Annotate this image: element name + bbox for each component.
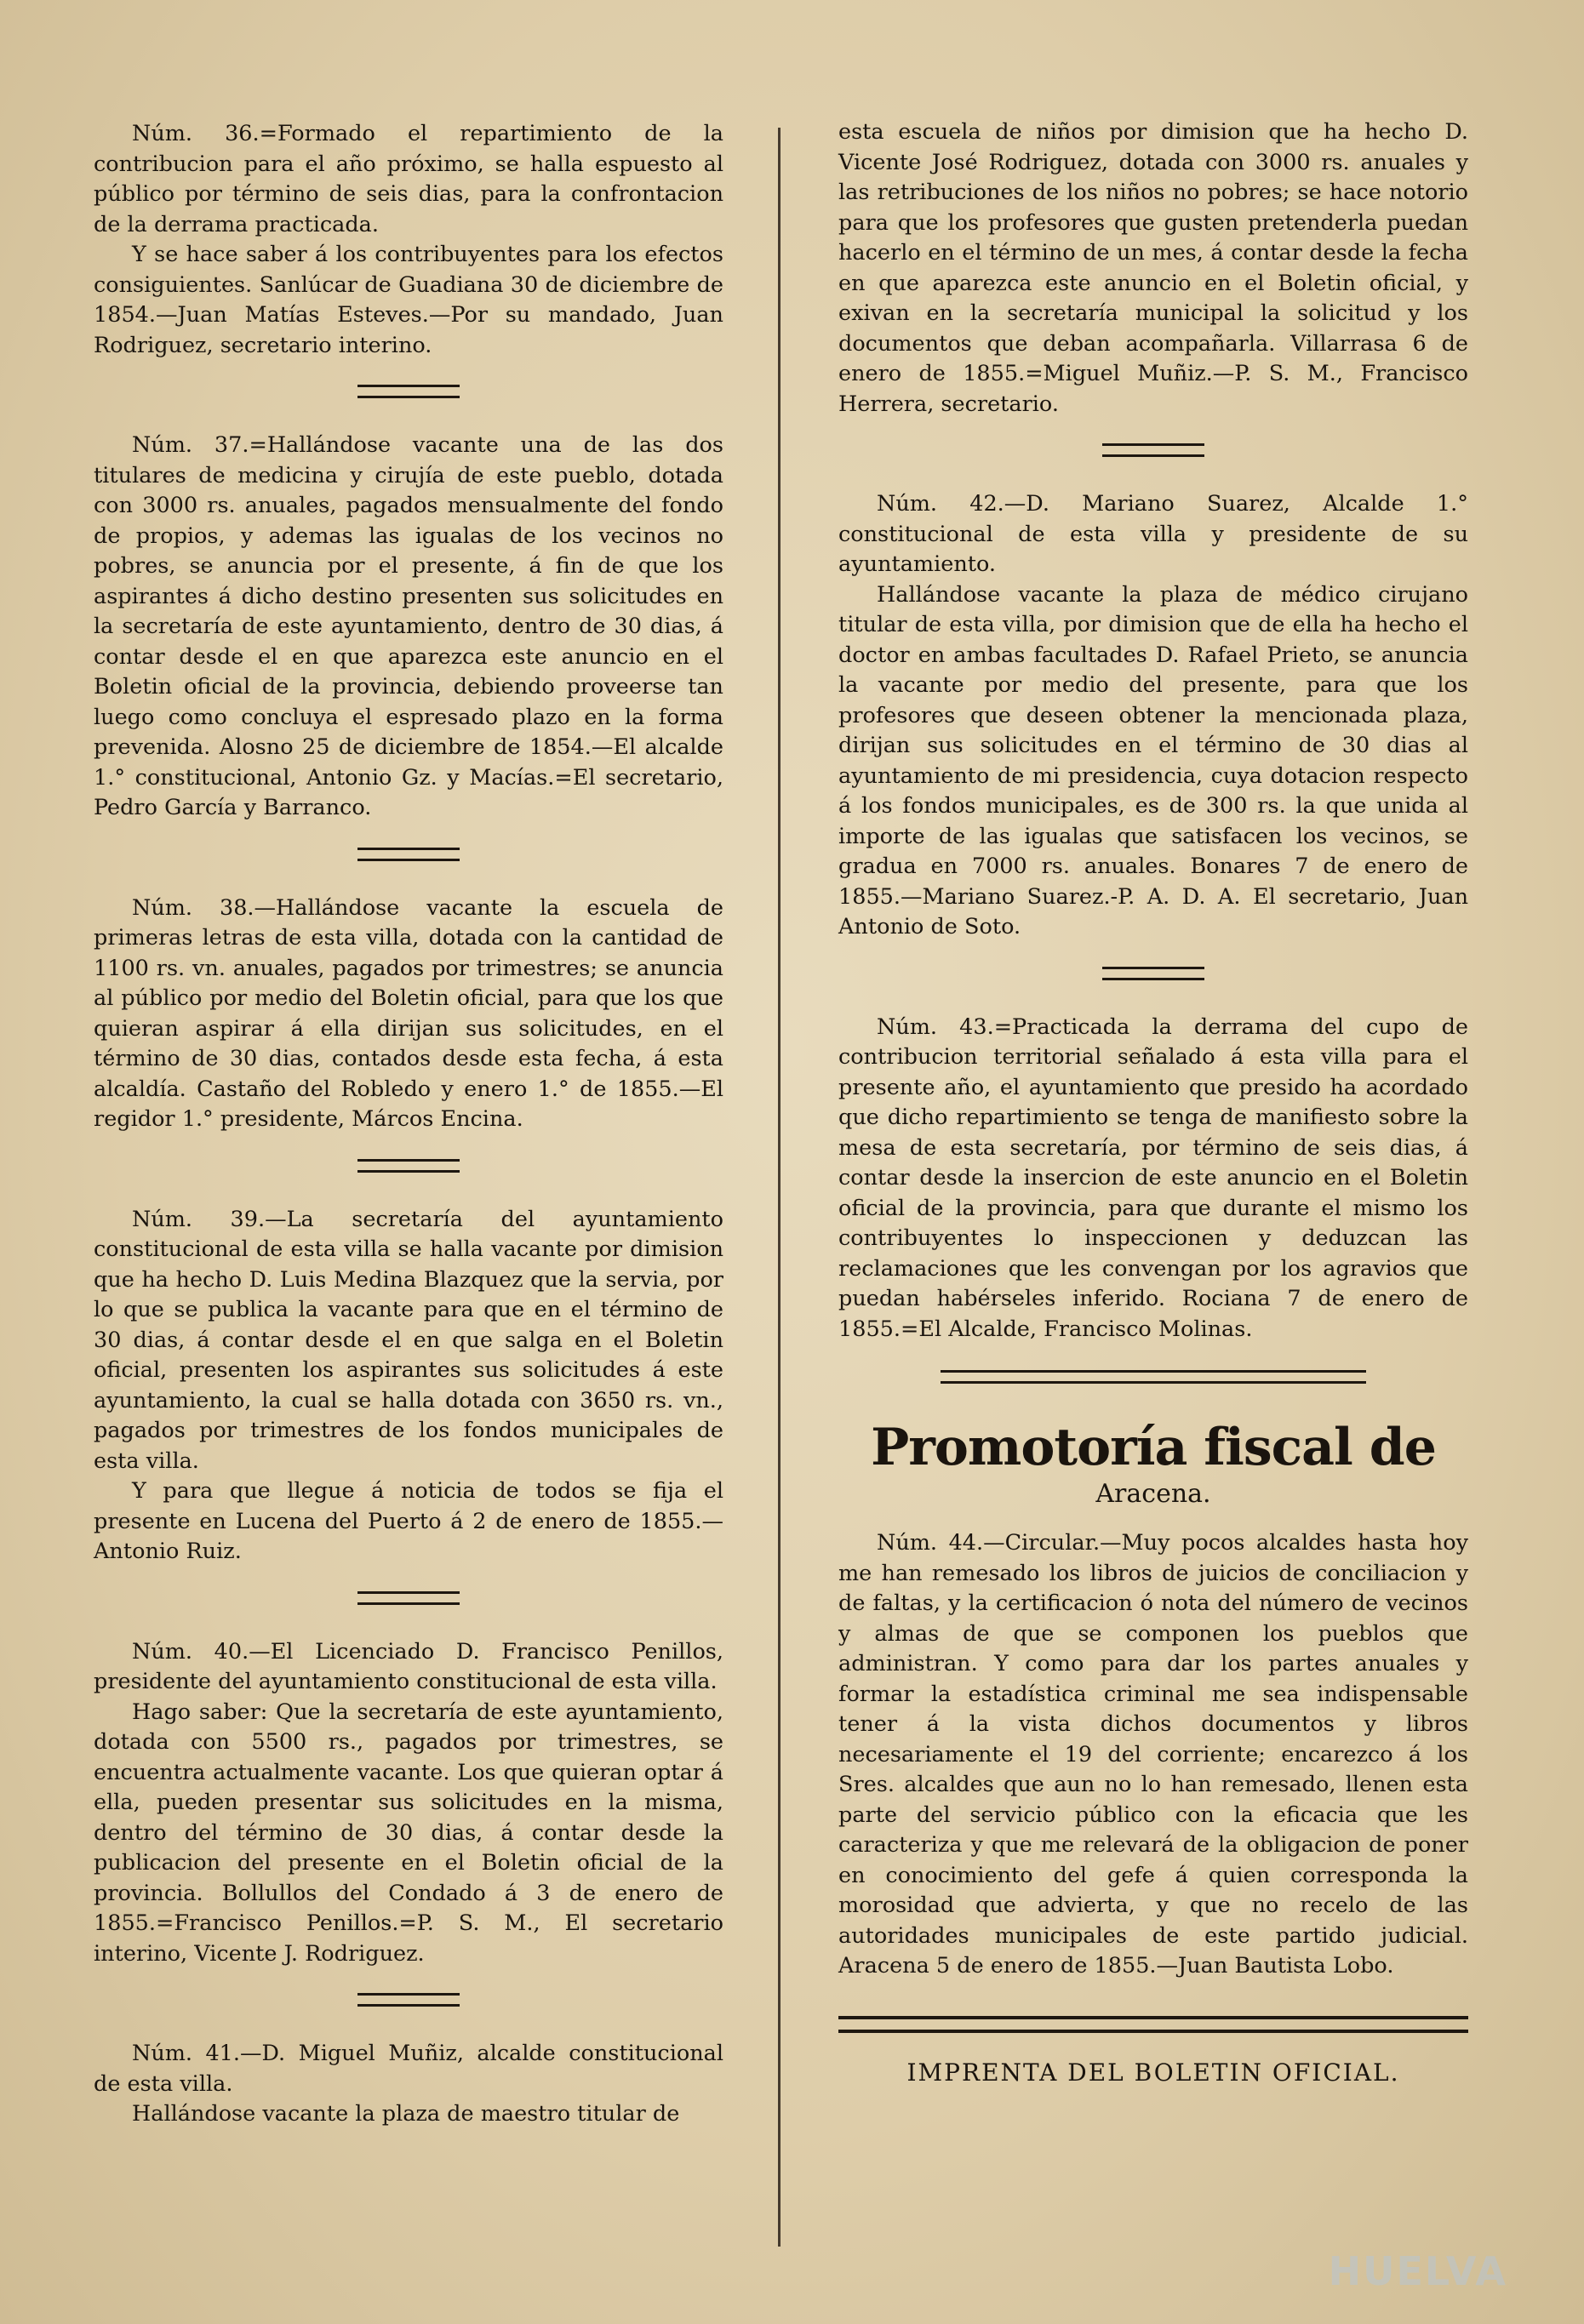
notice-40 xyxy=(94,1637,723,1970)
watermark-logo: HUELVA xyxy=(1328,2248,1507,2294)
notice-36-body: Núm. 36.=Formado el repartimiento de la contribucion para el año próximo, se halla espuesto al público por término de seis dias, para la confrontacion de la derrama practicada. xyxy=(94,121,723,237)
notice-41 xyxy=(94,2039,723,2130)
notice-42-body: Hallándose vacante la plaza de médico cirujano titular de esta villa, por dimision que de ella ha hecho el doctor en ambas facultades D. Rafael Prieto, se anuncia la vacante por medio del presente, para que los profesores que deseen obtener la mencionada plaza, dirijan sus solicitudes en el término de 30 dias al ayuntamiento de mi presidencia, cuya dotacion respecto á los fondos municipales, es de 300 rs. la que unida al importe de las igualas que satisfacen los vecinos, se gradua en 7000 rs. anuales. Bonares 7 de enero de 1855.—Mariano Suarez.-P. A. D. A. El secretario, Juan Antonio de Soto. xyxy=(838,581,1468,939)
separator-rule xyxy=(1102,443,1204,457)
separator-rule xyxy=(357,1159,460,1173)
notice-39 xyxy=(94,1205,723,1567)
notice-44-body: Núm. 44.—Circular.—Muy pocos alcaldes hasta hoy me han remesado los libros de juicios de conciliacion y de faltas, y la certificacion ó nota del número de vecinos y almas de que se componen los pueblos que administran. Y como para dar los partes anuales y formar la estadística criminal me sea indispensable tener á la vista dichos documentos y libros necesariamente el 19 del corriente; encarezco á los Sres. alcaldes que aun no lo han remesado, llenen esta parte del servicio público con la eficacia que les caracteriza y que me relevará de la obligacion de poner en conocimiento del gefe á quien corresponda la morosidad que advierta, y que no recelo de las autoridades municipales de este partido judicial. Aracena 5 de enero de 1855.—Juan Bautista Lobo. xyxy=(838,1530,1468,1979)
final-rule xyxy=(838,2016,1468,2033)
notice-37 xyxy=(94,431,723,824)
imprint-line: IMPRENTA DEL BOLETIN OFICIAL. xyxy=(906,2058,1400,2087)
notice-38 xyxy=(94,894,723,1135)
notice-44 xyxy=(838,1528,1468,1982)
right-column xyxy=(838,117,1468,2087)
separator-rule xyxy=(357,1993,460,2007)
notice-40-heading: Núm. 40.—El Licenciado D. Francisco Penillos, presidente del ayuntamiento constitucional de esta villa. xyxy=(94,1638,723,1694)
notice-41-heading: Núm. 41.—D. Miguel Muñiz, alcalde constitucional de esta villa. xyxy=(94,2041,723,2097)
separator-rule xyxy=(1102,967,1204,980)
notice-42-heading: Núm. 42.—D. Mariano Suarez, Alcalde 1.° constitucional de esta villa y presidente de su ayuntamiento. xyxy=(838,491,1468,577)
notice-43 xyxy=(838,1013,1468,1345)
section-title: Promotoría fiscal de xyxy=(871,1418,1436,1477)
section-subtitle: Aracena. xyxy=(1095,1479,1211,1509)
notice-41-body-cont: esta escuela de niños por dimision que ha hecho D. Vicente José Rodriguez, dotada con 3000 rs. anuales y las retribuciones de los niños no pobres; se hace notorio para que los profesores que gusten pretenderla puedan hacerlo en el término de un mes, á contar desde la fecha en que aparezca este anuncio en el Boletin oficial, y exivan en la secretaría municipal la solicitud y los documentos que deban acompañarla. Villarrasa 6 de enero de 1855.=Miguel Muñiz.—P. S. M., Francisco Herrera, secretario. xyxy=(838,119,1468,417)
notice-36-closing: Y se hace saber á los contribuyentes para los efectos consiguientes. Sanlúcar de Guadiana 30 de diciembre de 1854.—Juan Matías Esteves.—Por su mandado, Juan Rodriguez, secretario interino. xyxy=(94,242,723,358)
separator-rule xyxy=(357,848,460,861)
notice-39-body: Núm. 39.—La secretaría del ayuntamiento constitucional de esta villa se halla vacante por dimision que ha hecho D. Luis Medina Blazquez que la servia, por lo que se publica la vacante para que en el término de 30 dias, á contar desde el en que salga en el Boletin oficial, presenten los aspirantes sus solicitudes á este ayuntamiento, la cual se halla dotada con 3650 rs. vn., pagados por trimestres de los fondos municipales de esta villa. xyxy=(94,1206,723,1474)
notice-36 xyxy=(94,119,723,361)
notice-41-continued xyxy=(838,117,1468,420)
notice-43-body: Núm. 43.=Practicada la derrama del cupo de contribucion territorial señalado á esta villa para el presente año, el ayuntamiento que presido ha acordado que dicho repartimiento se tenga de manifiesto sobre la mesa de esta secretaría, por término de seis dias, á contar desde la insercion de este anuncio en el Boletin oficial de la provincia, para que durante el mismo los contribuyentes lo inspeccionen y deduzcan las reclamaciones que les convengan por los agravios que puedan habérseles inferido. Rociana 7 de enero de 1855.=El Alcalde, Francisco Molinas. xyxy=(838,1014,1468,1342)
notice-41-body-start: Hallándose vacante la plaza de maestro titular de xyxy=(132,2101,680,2127)
notice-38-body: Núm. 38.—Hallándose vacante la escuela de primeras letras de esta villa, dotada con la cantidad de 1100 rs. vn. anuales, pagados por trimestres; se anuncia al público por medio del Boletin oficial, para que los que quieran aspirar á ella dirijan sus solicitudes, en el término de 30 dias, contados desde esta fecha, á esta alcaldía. Castaño del Robledo y enero 1.° de 1855.—El regidor 1.° presidente, Márcos Encina. xyxy=(94,894,723,1132)
notice-37-body: Núm. 37.=Hallándose vacante una de las dos titulares de medicina y cirujía de este pueblo, dotada con 3000 rs. anuales, pagados mensualmente del fondo de propios, y ademas las igualas de los vecinos no pobres, se anuncia por el presente, á fin de que los aspirantes á dicho destino presenten sus solicitudes en la secretaría de este ayuntamiento, dentro de 30 dias, á contar desde el en que aparezca este anuncio en el Boletin oficial de la provincia, debiendo proveerse tan luego como concluya el espresado plazo en la forma prevenida. Alosno 25 de diciembre de 1854.—El alcalde 1.° constitucional, Antonio Gz. y Macías.=El secretario, Pedro García y Barranco. xyxy=(94,432,723,820)
notice-40-body: Hago saber: Que la secretaría de este ayuntamiento, dotada con 5500 rs., pagados por trimestres, se encuentra actualmente vacante. Los que quieran optar á ella, pueden presentar sus solicitudes en la misma, dentro del término de 30 dias, á contar desde la publicacion del presente en el Boletin oficial de la provincia. Bollullos del Condado á 3 de enero de 1855.=Francisco Penillos.=P. S. M., El secretario interino, Vicente J. Rodriguez. xyxy=(94,1699,723,1967)
notice-39-closing: Y para que llegue á noticia de todos se fija el presente en Lucena del Puerto á 2 de enero de 1855.—Antonio Ruiz. xyxy=(94,1478,723,1564)
separator-rule xyxy=(357,385,460,398)
section-separator-rule xyxy=(941,1370,1366,1384)
column-divider xyxy=(778,128,781,2247)
left-column xyxy=(94,119,723,2130)
separator-rule xyxy=(357,1591,460,1605)
notice-42 xyxy=(838,489,1468,943)
